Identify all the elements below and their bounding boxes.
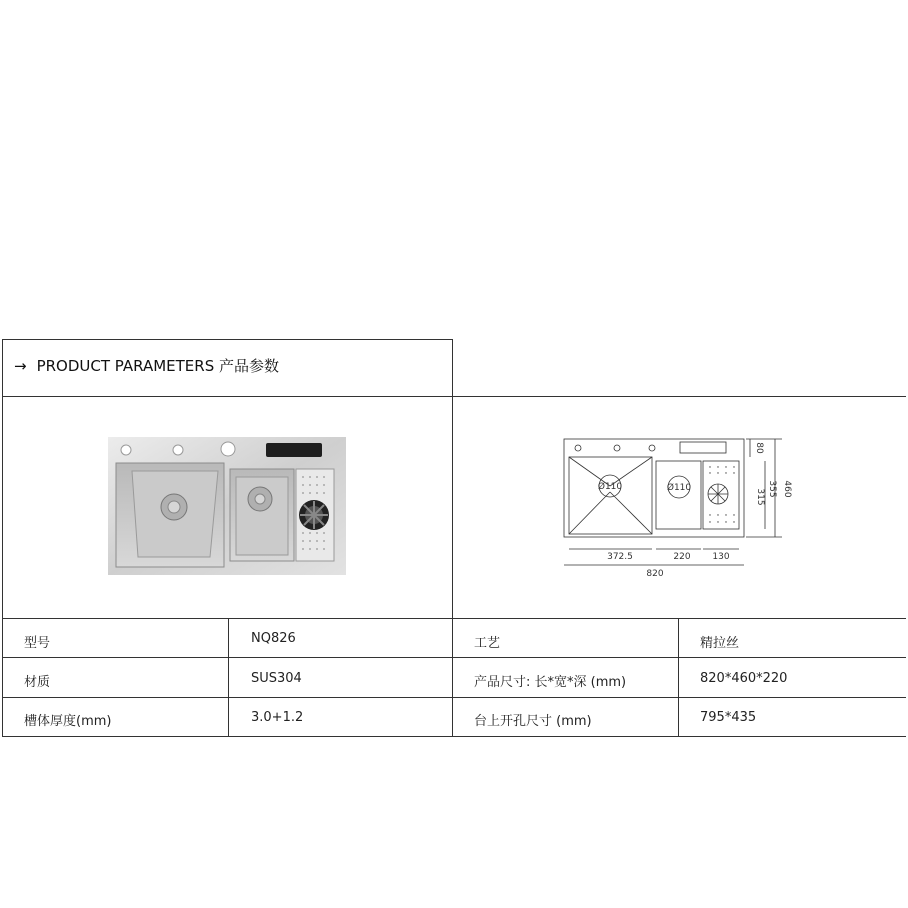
section-header [14, 355, 279, 376]
row2-label1: 材质 [24, 675, 51, 690]
row1-value2: 精拉丝 [700, 636, 740, 651]
col1-divider [228, 618, 229, 737]
product-photo [108, 437, 346, 575]
drain-left-label: Ø110 [597, 482, 623, 492]
dim-width-mid: 220 [673, 552, 691, 562]
technical-drawing [560, 437, 800, 582]
row2-value2: 820*460*220 [700, 671, 788, 686]
row3-value2: 795*435 [700, 710, 757, 725]
dim-total-depth: 460 [782, 480, 792, 498]
section-title: PRODUCT PARAMETERS 产品参数 [36, 357, 279, 375]
header-right-border [452, 339, 453, 737]
row1-label2: 工艺 [474, 636, 501, 651]
dim-width-left: 372.5 [607, 552, 633, 562]
row3-label1: 槽体厚度(mm) [24, 714, 112, 729]
dim-width-right: 130 [712, 552, 730, 562]
row2-bottom-border [2, 697, 906, 698]
col3-divider [678, 618, 679, 737]
drain-right-label: Ø110 [666, 483, 692, 493]
row2-label2: 产品尺寸: 长*宽*深 (mm) [474, 675, 627, 690]
header-top-border [2, 339, 453, 340]
row1-label1: 型号 [24, 636, 51, 651]
row1-bottom-border [2, 657, 906, 658]
row2-value1: SUS304 [251, 671, 302, 686]
row1-value1: NQ826 [251, 631, 296, 646]
header-bottom-border [2, 396, 906, 397]
images-bottom-border [2, 618, 906, 619]
row3-label2: 台上开孔尺寸 (mm) [474, 714, 592, 729]
dim-total-width: 820 [646, 569, 664, 579]
dim-depth-mid: 355 [767, 480, 777, 498]
table-bottom-border [2, 736, 906, 737]
dim-top: 80 [754, 442, 764, 454]
left-border [2, 339, 3, 737]
row3-value1: 3.0+1.2 [251, 710, 304, 725]
dim-depth-inner: 315 [755, 488, 765, 506]
arrow-right-icon: → [14, 357, 27, 375]
